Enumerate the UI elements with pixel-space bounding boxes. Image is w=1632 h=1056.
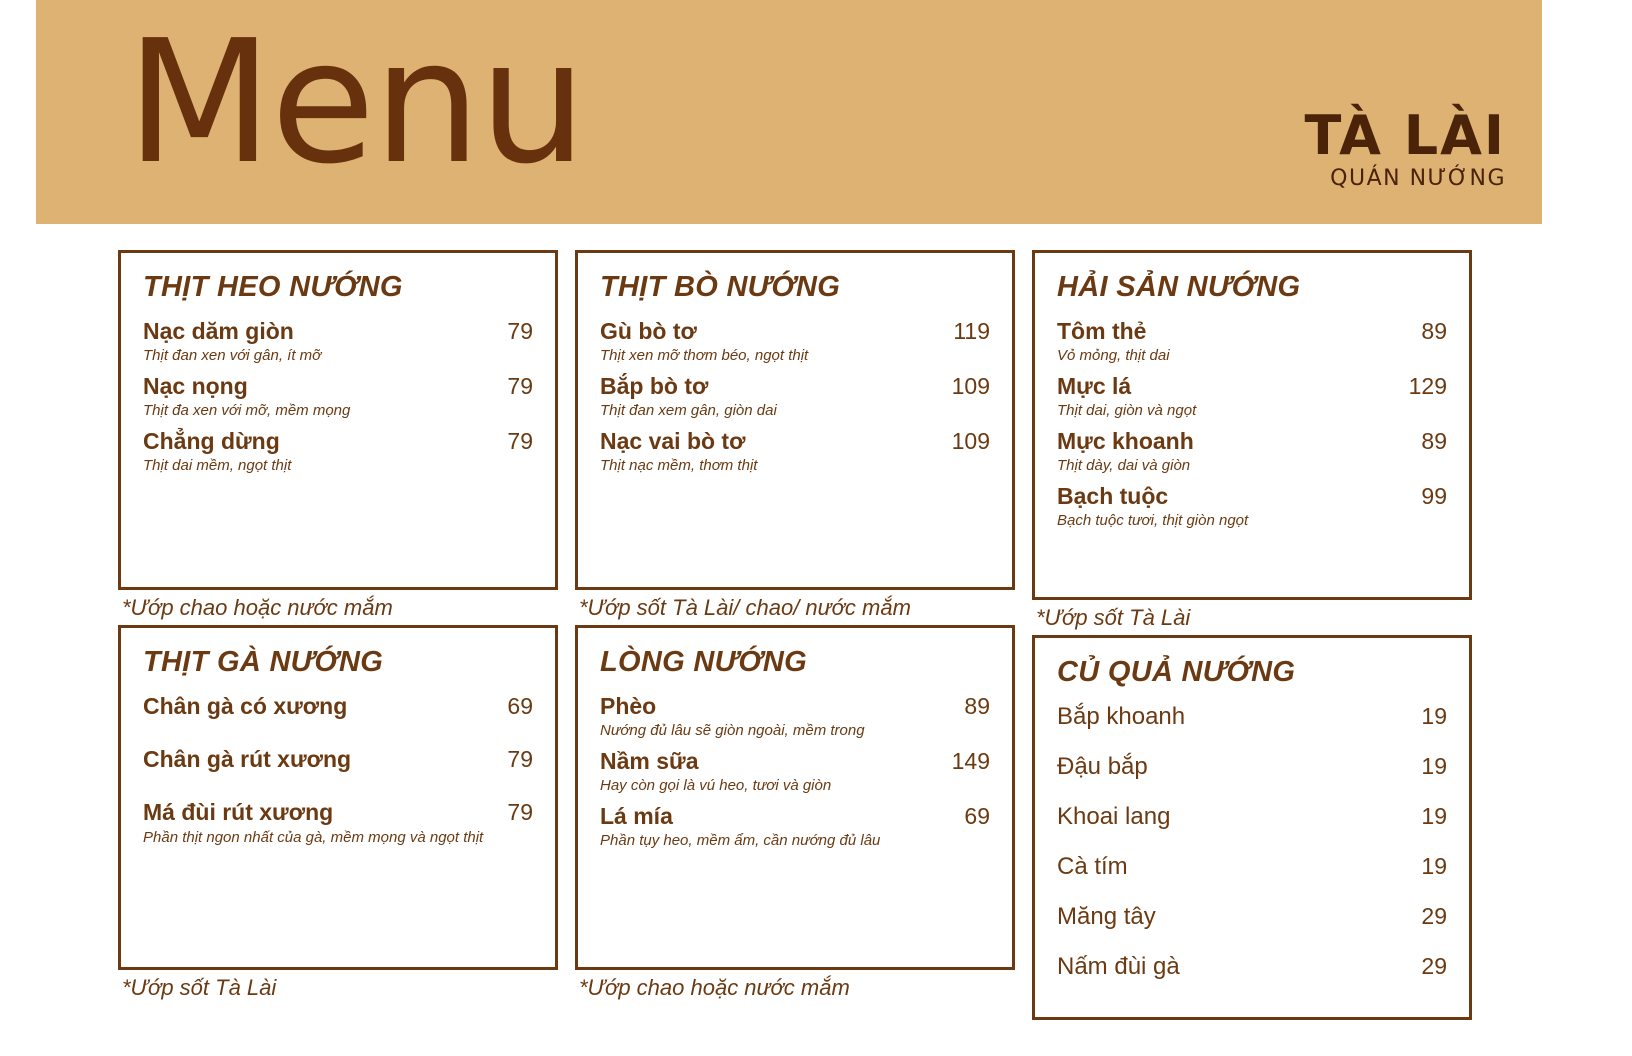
menu-item-row — [1057, 903, 1447, 931]
menu-item — [143, 428, 533, 475]
menu-item-row — [143, 799, 533, 826]
menu-item — [1057, 483, 1447, 530]
section-title: LÒNG NƯỚNG — [600, 646, 808, 678]
menu-item — [1057, 753, 1447, 781]
section-title: HẢI SẢN NƯỚNG — [1057, 271, 1301, 303]
menu-item-description: Thịt đa xen với mỡ, mềm mọng — [143, 402, 351, 419]
section-note — [1032, 1020, 1472, 1029]
menu-item-row — [1057, 428, 1447, 455]
menu-item-row — [600, 373, 990, 400]
menu-item-row — [1057, 953, 1447, 981]
menu-section-card — [575, 625, 1015, 970]
menu-item-price: 149 — [951, 748, 990, 774]
section-title: CỦ QUẢ NƯỚNG — [1057, 656, 1296, 688]
menu-item-description: Thịt dày, dai và giòn — [1057, 457, 1191, 474]
menu-item-description: Phần tụy heo, mềm ẩm, cần nướng đủ lâu — [600, 832, 881, 849]
menu-item-price: 109 — [951, 373, 990, 399]
menu-item-description: Thịt đan xem gân, giòn dai — [600, 402, 777, 419]
menu-item — [143, 318, 533, 365]
menu-section — [1032, 250, 1472, 635]
menu-item — [600, 373, 990, 420]
menu-item — [1057, 373, 1447, 420]
menu-item-price: 19 — [1421, 803, 1447, 829]
menu-item-name: Tôm thẻ — [1057, 318, 1147, 344]
menu-item-row — [1057, 853, 1447, 881]
menu-item-price: 89 — [964, 693, 990, 719]
menu-item-name: Gù bò tơ — [600, 318, 697, 344]
menu-section — [118, 250, 558, 625]
menu-section — [575, 625, 1015, 1005]
menu-item-price: 109 — [951, 428, 990, 454]
menu-item-row — [600, 693, 990, 720]
section-note: *Ướp sốt Tà Lài — [1036, 605, 1191, 630]
menu-item — [1057, 428, 1447, 475]
menu-item-row — [600, 748, 990, 775]
menu-item-row — [600, 318, 990, 345]
menu-item — [1057, 903, 1447, 931]
menu-item-row — [143, 428, 533, 455]
section-title: THỊT BÒ NƯỚNG — [600, 271, 841, 303]
menu-item — [1057, 953, 1447, 981]
menu-section-card — [1032, 635, 1472, 1020]
menu-item-row — [1057, 703, 1447, 731]
menu-item-price: 89 — [1421, 428, 1447, 454]
menu-item-name: Cà tím — [1057, 853, 1128, 880]
menu-item-row — [143, 693, 533, 720]
menu-item-price: 29 — [1421, 903, 1447, 929]
menu-item-price: 79 — [507, 318, 533, 344]
menu-item-name: Nấm đùi gà — [1057, 953, 1180, 980]
menu-section — [575, 250, 1015, 625]
menu-item — [600, 428, 990, 475]
menu-item-row — [143, 373, 533, 400]
menu-item-price: 89 — [1421, 318, 1447, 344]
menu-item — [1057, 703, 1447, 731]
menu-item-price: 69 — [507, 693, 533, 719]
section-note: *Ướp chao hoặc nước mắm — [579, 975, 850, 1000]
menu-item — [1057, 318, 1447, 365]
menu-item — [600, 803, 990, 850]
menu-item-name: Má đùi rút xương — [143, 799, 334, 825]
menu-item — [1057, 803, 1447, 831]
menu-item-row — [143, 746, 533, 773]
brand-block — [1304, 104, 1506, 194]
menu-item-price: 119 — [953, 318, 990, 344]
menu-item — [143, 746, 533, 773]
brand-name: TÀ LÀI — [1304, 104, 1506, 167]
menu-item-description: Thịt xen mỡ thơm béo, ngọt thịt — [600, 347, 809, 364]
menu-item-name: Mực lá — [1057, 373, 1132, 399]
menu-item-price: 99 — [1421, 483, 1447, 509]
menu-item-row — [1057, 753, 1447, 781]
menu-item-description: Thịt nạc mềm, thơm thịt — [600, 457, 758, 474]
menu-item — [600, 748, 990, 795]
menu-item-name: Lá mía — [600, 803, 673, 829]
menu-item-price: 19 — [1421, 753, 1447, 779]
section-note: *Ướp chao hoặc nước mắm — [122, 595, 393, 620]
menu-item-description: Bạch tuộc tươi, thịt giòn ngọt — [1057, 512, 1249, 529]
section-note: *Ướp sốt Tà Lài — [122, 975, 277, 1000]
menu-item-description: Thịt dai, giòn và ngọt — [1057, 402, 1197, 419]
menu-item-name: Bạch tuộc — [1057, 483, 1169, 509]
menu-section-card — [575, 250, 1015, 590]
menu-section — [1032, 635, 1472, 1029]
menu-item-name: Khoai lang — [1057, 803, 1171, 830]
menu-item — [143, 693, 533, 720]
menu-item-row — [600, 803, 990, 830]
menu-item — [1057, 853, 1447, 881]
menu-item-price: 79 — [507, 799, 533, 825]
menu-column-2 — [575, 250, 1015, 1005]
menu-item-name: Nạc nọng — [143, 373, 248, 399]
menu-item — [600, 318, 990, 365]
brand-subtitle: QUÁN NƯỚNG — [1330, 166, 1506, 191]
menu-item-price: 19 — [1421, 853, 1447, 879]
menu-item — [143, 799, 533, 847]
menu-item-description: Phần thịt ngon nhất của gà, mềm mọng và ngọt thịt — [143, 829, 484, 846]
section-title: THỊT GÀ NƯỚNG — [143, 646, 384, 678]
menu-item-name: Bắp khoanh — [1057, 703, 1186, 730]
menu-item — [600, 693, 990, 740]
menu-item-price: 69 — [964, 803, 990, 829]
menu-item-name: Nạc vai bò tơ — [600, 428, 746, 454]
page-title: Menu — [126, 4, 585, 202]
menu-header — [36, 0, 1542, 224]
menu-item-row — [1057, 373, 1447, 400]
menu-item-name: Chân gà rút xương — [143, 746, 352, 772]
menu-item-name: Đậu bắp — [1057, 753, 1148, 780]
menu-item-price: 29 — [1421, 953, 1447, 979]
menu-item-description: Thịt dai mềm, ngọt thịt — [143, 457, 292, 474]
menu-item-name: Chân gà có xương — [143, 693, 348, 719]
menu-item-name: Nạc dăm giòn — [143, 318, 294, 344]
menu-item-description: Nướng đủ lâu sẽ giòn ngoài, mềm trong — [600, 722, 865, 739]
menu-item-description: Hay còn gọi là vú heo, tươi và giòn — [600, 777, 832, 794]
menu-item-name: Bắp bò tơ — [600, 373, 709, 399]
section-note: *Ướp sốt Tà Lài/ chao/ nước mắm — [579, 595, 911, 620]
menu-section-card — [1032, 250, 1472, 600]
menu-item — [143, 373, 533, 420]
menu-item-row — [143, 318, 533, 345]
menu-item-description: Thịt đan xen với gân, ít mỡ — [143, 347, 322, 364]
menu-item-row — [1057, 803, 1447, 831]
menu-section — [118, 625, 558, 1005]
section-title: THỊT HEO NƯỚNG — [143, 271, 403, 303]
menu-item-price: 79 — [507, 373, 533, 399]
menu-item-name: Măng tây — [1057, 903, 1156, 930]
menu-item-price: 19 — [1421, 703, 1447, 729]
menu-item-description: Vỏ mỏng, thịt dai — [1057, 347, 1170, 364]
menu-item-price: 129 — [1408, 373, 1447, 399]
menu-item-row — [600, 428, 990, 455]
menu-item-price: 79 — [507, 746, 533, 772]
menu-item-row — [1057, 318, 1447, 345]
menu-section-card — [118, 250, 558, 590]
menu-item-name: Phèo — [600, 693, 657, 719]
menu-item-name: Chẳng dừng — [143, 428, 280, 454]
menu-column-1 — [118, 250, 558, 1005]
menu-item-price: 79 — [507, 428, 533, 454]
menu-item-name: Nầm sữa — [600, 748, 699, 774]
menu-column-3 — [1032, 250, 1472, 1029]
menu-item-name: Mực khoanh — [1057, 428, 1194, 454]
menu-item-row — [1057, 483, 1447, 510]
menu-section-card — [118, 625, 558, 970]
